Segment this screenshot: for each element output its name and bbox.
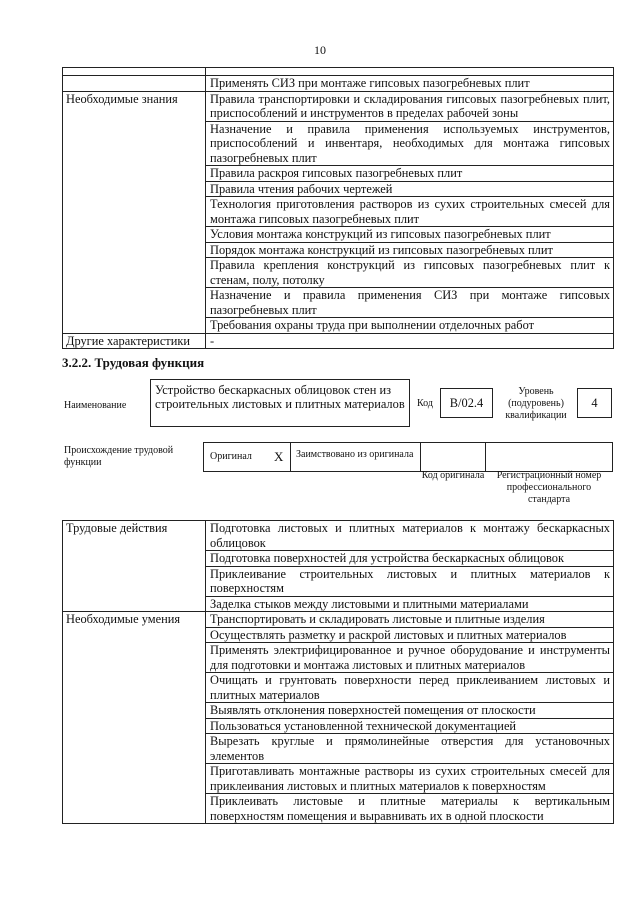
code-label: Код [417, 398, 433, 409]
row-label-knowledge: Необходимые знания [63, 91, 206, 333]
function-name-box: Устройство бескаркасных облицовок стен из строительных листовых и плитных материалов [150, 379, 410, 427]
table-cell: Применять СИЗ при монтаже гипсовых пазогребневых плит [206, 76, 614, 92]
table-cell: Приготавливать монтажные растворы из сухих строительных смесей для приклеивания листовых и плитных материалов к поверхностям [206, 764, 614, 794]
table-cell: Подготовка листовых и плитных материалов к монтажу бескаркасных облицовок [206, 521, 614, 551]
row-label-other: Другие характеристики [63, 333, 206, 349]
table-cell: Назначение и правила применения используемых инструментов, приспособлений и инвентаря, необходимых для монтажа гипсовых пазогребневых плит [206, 121, 614, 166]
table-cell: Выявлять отклонения поверхностей помещения от плоскости [206, 703, 614, 719]
level-label: Уровень (подуровень) квалификации [505, 386, 567, 421]
page-number: 10 [314, 43, 326, 57]
table-cell: Порядок монтажа конструкций из гипсовых пазогребневых плит [206, 242, 614, 258]
table-cell: Правила транспортировки и складирования гипсовых пазогребневых плит, приспособлений и инструментов в пределах рабочей зоны [206, 91, 614, 121]
table-cell: Осуществлять разметку и раскрой листовых и плитных материалов [206, 627, 614, 643]
table-cell: Правила крепления конструкций из гипсовых пазогребневых плит к стенам, полу, потолку [206, 258, 614, 288]
table-cell: Транспортировать и складировать листовые и плитные изделия [206, 612, 614, 628]
table-cell: Приклеивать листовые и плитные материалы к вертикальным поверхностям помещения и выравнивать их в одной плоскости [206, 794, 614, 824]
table-cell: Заделка стыков между листовыми и плитными материалами [206, 596, 614, 612]
actions-skills-table [62, 520, 614, 824]
original-mark: X [274, 449, 284, 464]
original-cell [203, 442, 291, 472]
reg-number-cell [485, 442, 613, 472]
table-cell: Требования охраны труда при выполнении отделочных работ [206, 318, 614, 334]
table-cell: Применять электрифицированное и ручное оборудование и инструменты для подготовки и монтажа листовых и плитных материалов [206, 643, 614, 673]
table-cell: Технология приготовления растворов из сухих строительных смесей для монтажа гипсовых пазогребневых плит [206, 197, 614, 227]
origin-label: Происхождение трудовой функции [64, 445, 174, 468]
table-cell: Правила раскроя гипсовых пазогребневых плит [206, 166, 614, 182]
table-cell: Очищать и грунтовать поверхности перед приклеиванием листовых и плитных материалов [206, 673, 614, 703]
borrowed-cell [290, 442, 421, 472]
level-value-box: 4 [577, 388, 612, 418]
knowledge-table [62, 67, 614, 349]
table-cell: Вырезать круглые и прямолинейные отверстия для установочных элементов [206, 734, 614, 764]
code-value-box: В/02.4 [440, 388, 493, 418]
origin-code-cell [420, 442, 486, 472]
table-cell: Приклеивание строительных листовых и плитных материалов к поверхностям [206, 566, 614, 596]
original-label: Оригинал [210, 451, 252, 462]
table-cell: Правила чтения рабочих чертежей [206, 181, 614, 197]
table-cell: - [206, 333, 614, 349]
table-cell: Назначение и правила применения СИЗ при монтаже гипсовых пазогребневых плит [206, 288, 614, 318]
table-cell: Пользоваться установленной технической документацией [206, 718, 614, 734]
function-heading: 3.2.2. Трудовая функция [62, 355, 205, 370]
table-cell: Подготовка поверхностей для устройства бескаркасных облицовок [206, 551, 614, 567]
row-label [63, 76, 206, 92]
borrowed-label: Заимствовано из оригинала [296, 449, 414, 460]
name-label: Наименование [64, 400, 127, 411]
table-cell: Условия монтажа конструкций из гипсовых пазогребневых плит [206, 227, 614, 243]
row-label-skills: Необходимые умения [63, 612, 206, 824]
code-caption: Код оригинала [421, 470, 485, 481]
reg-caption: Регистрационный номер профессионального стандарта [496, 470, 602, 505]
row-label-actions: Трудовые действия [63, 521, 206, 612]
